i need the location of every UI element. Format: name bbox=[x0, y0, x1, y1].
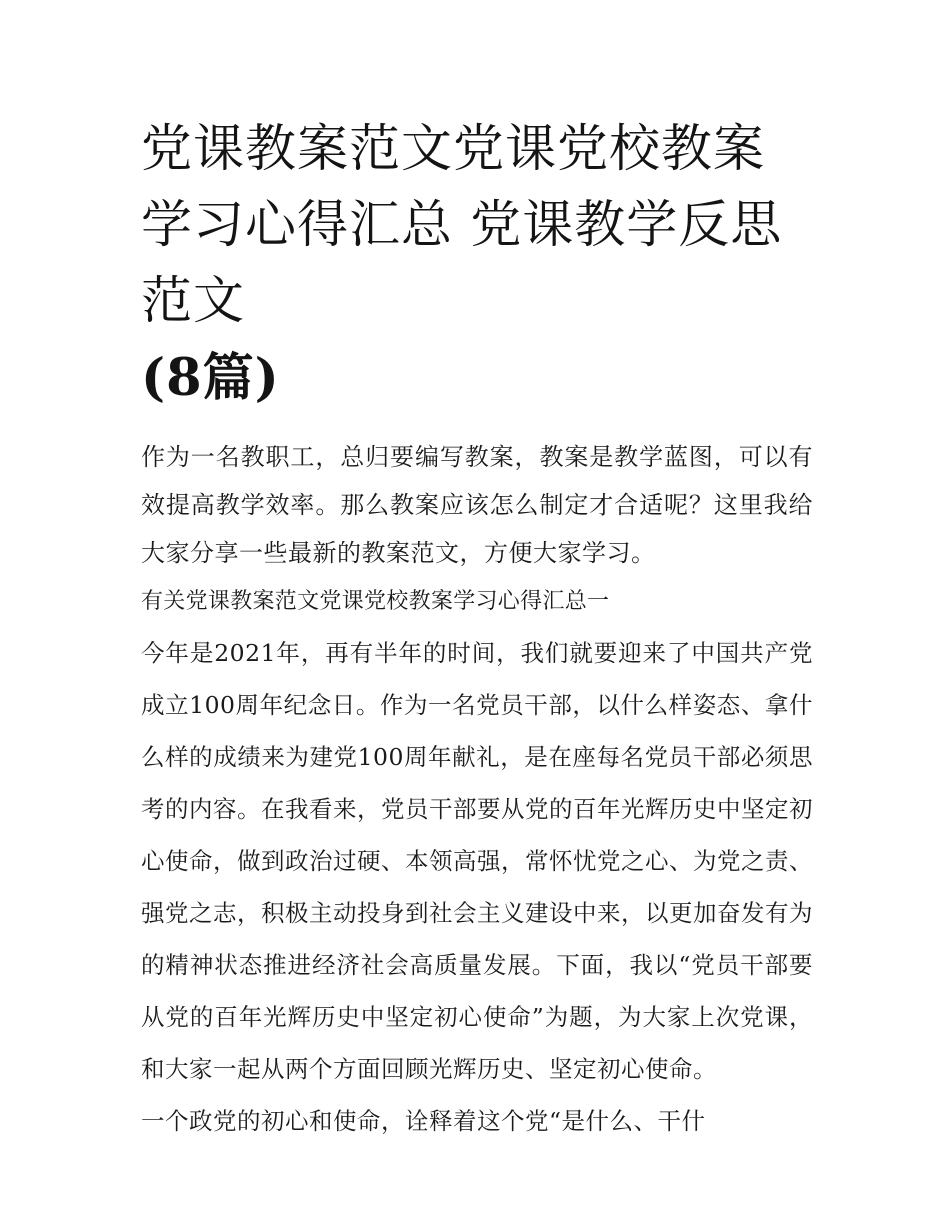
document-body bbox=[141, 112, 813, 1145]
body-paragraph-2: 一个政党的初心和使命，诠释着这个党“是什么、干什 bbox=[141, 1107, 706, 1135]
intro-paragraph: 作为一名教职工，总归要编写教案，教案是教学蓝图，可以有效提高教学效率。那么教案应该怎么制定才合适呢？这里我给大家分享一些最新的教案范文，方便大家学习。 bbox=[141, 443, 813, 567]
document-title-main: 党课教案范文党课党校教案学习心得汇总 党课教学反思范文 bbox=[141, 120, 783, 331]
section-heading: 有关党课教案范文党课党校教案学习心得汇总一 bbox=[141, 589, 610, 614]
document-title bbox=[141, 112, 813, 417]
document-title-suffix: (8篇) bbox=[141, 348, 280, 408]
body-paragraph-1: 今年是2021年，再有半年的时间，我们就要迎来了中国共产党成立100周年纪念日。作为一名党员干部，以什么样姿态、拿什么样的成绩来为建党100周年献礼，是在座每名党员干部必须思考的内容。在我看来，党员干部要从党的百年光辉历史中坚定初心使命，做到政治过硬、本领高强，常怀忧党之心、为党之责、强党之志，积极主动投身到社会主义建设中来，以更加奋发有为的精神状态推进经济社会高质量发展。下面，我以“党员干部要从党的百年光辉历史中坚定初心使命”为题，为大家上次党课，和大家一起从两个方面回顾光辉历史、坚定初心使命。 bbox=[141, 639, 813, 1083]
